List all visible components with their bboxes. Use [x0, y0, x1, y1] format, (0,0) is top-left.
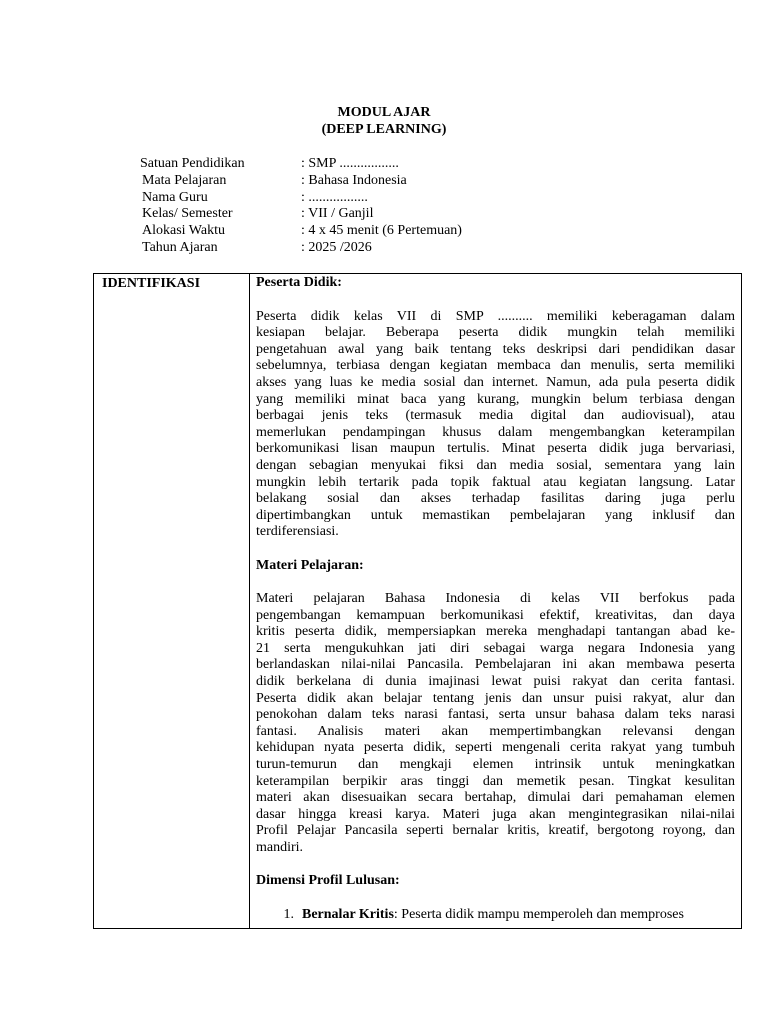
- paragraph-line: akses yang luas ke media sosial dan internet. Namun, ada pula peserta didik: [256, 374, 735, 390]
- paragraph-line: dasar hingga kreasi karya. Materi juga akan mengintegrasikan nilai-nilai: [256, 806, 735, 822]
- peserta-paragraph: [256, 309, 735, 541]
- meta-row-mapel: [142, 173, 462, 190]
- document-title: MODUL AJAR: [337, 105, 431, 120]
- paragraph-line: Peserta didik kelas VII di SMP .......... memiliki keberagaman dalam: [256, 308, 735, 324]
- paragraph-line: kesiapan belajar. Beberapa peserta didik mungkin telah memiliki: [256, 325, 735, 341]
- identity-block: [142, 156, 462, 257]
- paragraph-line: penokohan dalam teks narasi fantasi, serta unsur bahasa dalam teks narasi: [256, 707, 735, 723]
- paragraph-line: pengetahuan awal yang baik tentang teks deskripsi dari pendidikan dasar: [256, 341, 735, 357]
- meta-value: : .................: [301, 189, 368, 205]
- paragraph-line: dengan sebagian menyukai fiksi dan media sosial, sementara yang lain: [256, 457, 735, 473]
- paragraph-line: kritis peserta didik, mempersiapkan mereka menghadapi tantangan abad ke-: [256, 624, 735, 640]
- paragraph-line: memerlukan pendampingan khusus dalam mengembangkan keterampilan: [256, 424, 735, 440]
- paragraph-line: terdiferensiasi.: [256, 524, 339, 540]
- paragraph-line: didik berkelana di dunia imajinasi lewat puisi rakyat dan cerita fantasi.: [256, 674, 735, 690]
- dimensi-heading: Dimensi Profil Lulusan:: [256, 873, 400, 889]
- meta-row-alokasi: [142, 223, 462, 240]
- section-label: IDENTIFIKASI: [102, 276, 201, 291]
- meta-value: : VII / Ganjil: [301, 206, 374, 222]
- paragraph-line: belakang sosial dan akses terhadap fasilitas daring juga perlu: [256, 491, 735, 507]
- item-text: : Peserta didik mampu memperoleh dan memproses: [393, 906, 684, 922]
- paragraph-line: Materi pelajaran Bahasa Indonesia di kelas VII berfokus pada: [256, 591, 735, 607]
- meta-row-guru: [142, 190, 462, 207]
- meta-row-satuan: [142, 156, 462, 173]
- paragraph-line: berlandaskan nilai-nilai Pancasila. Pembelajaran ini akan membawa peserta: [256, 657, 735, 673]
- paragraph-line: keterampilan berpikir aras tinggi dan memetik pesan. Tingkat kesulitan: [256, 773, 735, 789]
- paragraph-line: 21 serta mengukuhkan jati diri sebagai warga negara Indonesia yang: [256, 640, 735, 656]
- meta-row-kelas: [142, 206, 462, 223]
- paragraph-line: mungkin lebih tertarik pada topik faktual atau kegiatan langsung. Latar: [256, 474, 735, 490]
- meta-label: Satuan Pendidikan: [140, 156, 245, 171]
- materi-paragraph: [256, 591, 735, 857]
- meta-value: : 4 x 45 menit (6 Pertemuan): [301, 223, 462, 239]
- meta-label: Nama Guru: [142, 189, 208, 205]
- materi-heading: Materi Pelajaran:: [256, 557, 364, 573]
- item-title: Bernalar Kritis: [302, 906, 394, 922]
- meta-row-tahun: [142, 240, 462, 257]
- column-divider: [249, 274, 250, 928]
- meta-label: Mata Pelajaran: [142, 172, 227, 188]
- paragraph-line: fantasi. Analisis materi akan mempertimbangkan relevansi dengan: [256, 723, 735, 739]
- paragraph-line: materi akan disesuaikan secara bertahap, dimulai dari pemahaman elemen: [256, 790, 735, 806]
- meta-value: : Bahasa Indonesia: [301, 172, 407, 188]
- paragraph-line: mandiri.: [256, 840, 304, 855]
- item-number: 1.: [283, 906, 294, 922]
- paragraph-line: yang memiliki minat baca yang kurang, mungkin belum terbiasa dengan: [256, 391, 735, 407]
- paragraph-line: turun-temurun dan mengkaji elemen intrinsik untuk meningkatkan: [256, 757, 735, 773]
- paragraph-line: pengembangan kemampuan berkomunikasi efektif, kreativitas, dan daya: [256, 607, 735, 623]
- meta-value: : SMP .................: [301, 156, 399, 171]
- paragraph-line: kehidupan nyata peserta didik, seperti mengenali cerita rakyat yang tumbuh: [256, 740, 735, 756]
- meta-value: : 2025 /2026: [301, 239, 372, 255]
- identification-table: [93, 273, 742, 929]
- dimensi-item: [256, 907, 735, 924]
- section-content: [256, 275, 735, 923]
- meta-label: Kelas/ Semester: [142, 206, 233, 222]
- document-subtitle: (DEEP LEARNING): [321, 122, 447, 137]
- peserta-heading: Peserta Didik:: [256, 275, 342, 290]
- paragraph-line: sebelumnya, terbiasa dengan kegiatan membaca dan menulis, serta memiliki: [256, 358, 735, 374]
- paragraph-line: dipertimbangkan untuk memastikan pembelajaran yang inklusif dan: [256, 507, 735, 523]
- paragraph-line: Peserta didik akan belajar tentang jenis dan unsur puisi rakyat, alur dan: [256, 690, 735, 706]
- meta-label: Tahun Ajaran: [142, 239, 218, 255]
- meta-label: Alokasi Waktu: [142, 223, 225, 239]
- paragraph-line: berkomunikasi lisan maupun tertulis. Minat peserta didik juga bervariasi,: [256, 441, 735, 457]
- paragraph-line: berbagai jenis teks (termasuk media digital dan audiovisual), atau: [256, 408, 735, 424]
- paragraph-line: Profil Pelajar Pancasila seperti bernalar kritis, kreatif, bergotong royong, dan: [256, 823, 735, 839]
